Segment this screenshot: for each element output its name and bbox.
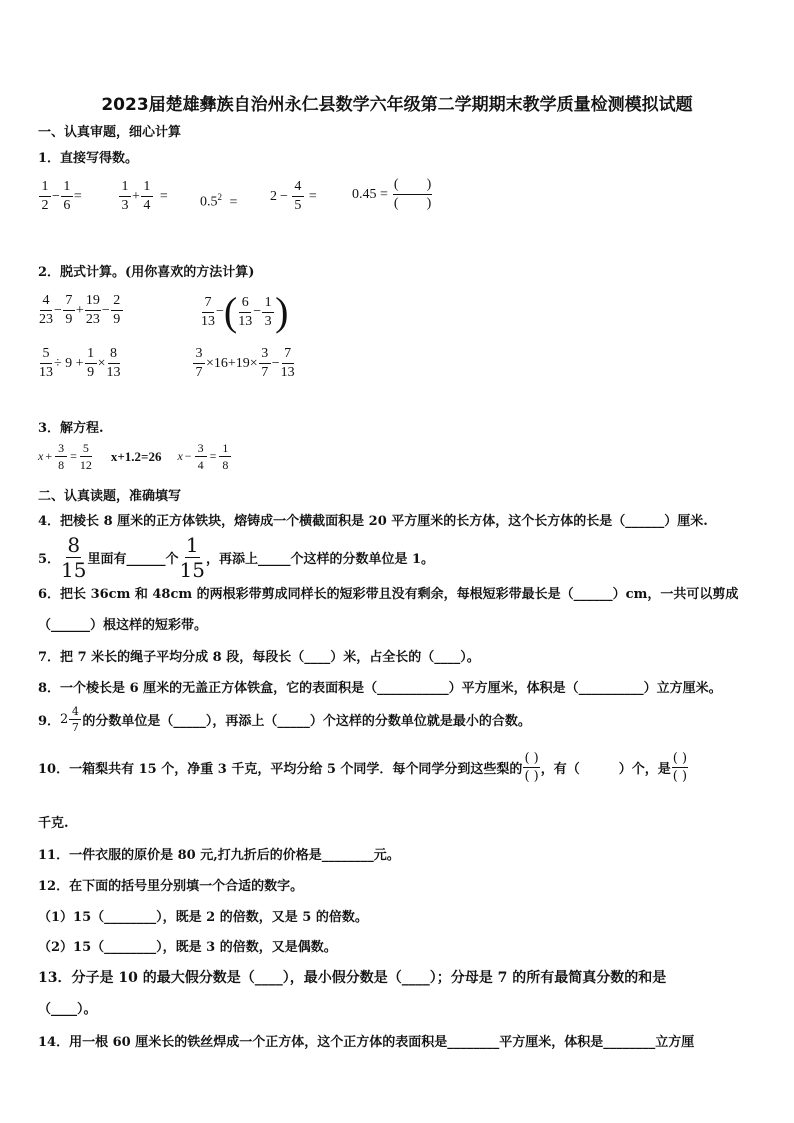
q1b-op: + [132, 188, 140, 204]
q3e1-den1: 8 [58, 458, 65, 472]
q2b-right-paren: ) [275, 289, 289, 334]
question-8: 8．一个棱长是 6 厘米的无盖正方体铁盒，它的表面积是（___________）平方厘米，体积是（__________）立方厘米。 [38, 681, 722, 696]
q3e1-op: + [45, 449, 53, 463]
q1b-den1: 3 [121, 198, 129, 213]
q5-text-2: ，再添上_____个这样的分数单位是 1。 [205, 552, 435, 567]
q2b-op1: − [216, 304, 224, 319]
q1b-den2: 4 [143, 198, 151, 213]
q1e-den-blank[interactable]: ( ) [393, 196, 432, 211]
question-1-label: 1．直接写得数。 [38, 151, 139, 166]
q1b-num2: 1 [141, 180, 153, 197]
q2b-op2: − [253, 304, 262, 319]
q2d-op1: ×16+19× [206, 355, 258, 371]
q5-unit-den: 15 [179, 558, 205, 582]
question-13-line-1: 13．分子是 10 的最大假分数是（____），最小假分数是（____）；分母是 7 的所有最简真分数的和是 [38, 970, 667, 986]
q1e-num-blank[interactable]: ( ) [393, 178, 432, 195]
q2d-f2-num: 3 [259, 347, 271, 364]
question-12-part-2: （2）15（________），既是 3 的倍数，又是偶数。 [38, 940, 337, 955]
q9-mixed-den: 7 [71, 721, 79, 734]
q10-frac-blank-num[interactable]: ( ) [524, 751, 539, 766]
q1d-num: 4 [292, 180, 304, 197]
q3e1-num2: 5 [80, 442, 92, 457]
q3e1-x: x [38, 449, 44, 463]
q3e3-op: − [184, 449, 192, 463]
q2d-f3-den: 13 [280, 365, 295, 380]
q2a-op2: + [75, 302, 84, 318]
question-6-line-1: 6．把长 36cm 和 48cm 的两根彩带剪成同样长的短彩带且没有剩余，每根短彩带最长是（______）cm，一共可以剪成 [38, 587, 739, 602]
q2c-f1-den: 13 [39, 365, 53, 380]
q1a-eq: = [73, 188, 82, 204]
question-14: 14．用一根 60 厘米长的铁丝焊成一个正方体，这个正方体的表面积是________平方厘米，体积是________立方厘 [38, 1035, 695, 1050]
section-heading-2: 二、认真读题，准确填写 [38, 489, 182, 504]
q3e3-den2: 8 [222, 458, 229, 472]
q3e3-den1: 4 [197, 458, 204, 472]
q1-item-b [118, 180, 168, 213]
q5-frac-num: 8 [67, 533, 81, 557]
q5-unit-num: 1 [185, 533, 199, 557]
q9-number: 9． [38, 714, 61, 729]
page-title: 2023届楚雄彝族自治州永仁县数学六年级第二学期期末教学质量检测模拟试题 [101, 95, 693, 115]
q1-item-c [200, 192, 237, 211]
question-6-line-2: （______）根这样的短彩带。 [38, 618, 208, 633]
q2d-f2-den: 7 [261, 365, 269, 380]
question-10-tail: 千克. [38, 816, 69, 831]
question-12-part-1: （1）15（________），既是 2 的倍数，又是 5 的倍数。 [38, 910, 368, 925]
q2d-f1-num: 3 [193, 347, 205, 364]
q2b-left-paren: ( [223, 289, 238, 334]
q2c-f3-den: 13 [106, 365, 121, 380]
question-2-label: 2．脱式计算。(用你喜欢的方法计算) [38, 265, 255, 280]
q2d-op2: − [271, 355, 280, 371]
q3e3-eq: = [209, 449, 217, 463]
q5-number: 5． [38, 552, 61, 567]
q2a-f3-den: 23 [85, 312, 100, 327]
q1c-base: 0.5 [200, 194, 218, 210]
section-heading-1: 一、认真审题，细心计算 [38, 125, 182, 140]
q1-item-d [270, 180, 317, 213]
q2a-f4-num: 2 [111, 294, 123, 311]
q3e1-den2: 12 [79, 458, 92, 472]
q1d-eq: = [308, 188, 317, 204]
q1d-whole: 2 [270, 188, 277, 204]
q10-frac2-blank-den[interactable]: ( ) [672, 769, 688, 784]
q2b-f2-num: 6 [239, 296, 251, 313]
q2-item-c [38, 347, 122, 380]
q1a-den1: 2 [41, 198, 49, 213]
q1c-exp: 2 [217, 192, 222, 202]
q1b-num1: 1 [119, 180, 131, 197]
q1a-op: − [52, 188, 60, 204]
q5-frac-den: 15 [61, 558, 87, 582]
q1a-num2: 1 [61, 180, 73, 197]
q2b-f1-den: 13 [201, 313, 215, 329]
q1-item-a [38, 180, 82, 213]
question-9 [38, 706, 531, 733]
q3e1-eq: = [70, 449, 77, 463]
q1c-eq: = [229, 194, 238, 210]
q3e3-num2: 1 [219, 442, 231, 457]
q3-equations [38, 442, 232, 471]
q1b-eq: = [159, 188, 168, 204]
q2a-f4-den: 9 [113, 312, 121, 327]
q2a-f3-num: 19 [85, 294, 101, 311]
question-10 [38, 752, 689, 783]
q2a-op3: − [101, 302, 110, 318]
q2a-op1: − [54, 302, 62, 318]
question-3-label: 3．解方程. [38, 421, 104, 436]
q1-item-e [352, 178, 433, 211]
q2b-f3-den: 3 [264, 313, 272, 329]
q10-text-1: 10．一箱梨共有 15 个，净重 3 千克，平均分给 5 个同学．每个同学分到这些梨的 [38, 762, 523, 777]
q10-text-2: ，有（ ）个，是 [540, 762, 671, 777]
q2b-f2-den: 13 [238, 313, 253, 329]
question-7: 7．把 7 米长的绳子平均分成 8 段，每段长（____）米，占全长的（____）。 [38, 650, 480, 665]
q1a-num1: 1 [39, 180, 51, 197]
q9-text: 的分数单位是（_____），再添上（_____）个这样的分数单位就是最小的合数。 [82, 714, 531, 729]
q1e-lhs: 0.45 = [352, 186, 388, 202]
q2c-f2-num: 1 [85, 347, 97, 364]
q2b-f3-num: 1 [262, 296, 274, 313]
q2c-op1: ÷ 9 + [54, 355, 84, 371]
q1d-op: − [280, 188, 288, 204]
q2a-f2-num: 7 [63, 294, 75, 311]
q2d-f3-num: 7 [282, 347, 294, 364]
q3e1-num1: 3 [55, 442, 67, 457]
q2d-f1-den: 7 [195, 365, 203, 380]
q2c-f3-num: 8 [108, 347, 120, 364]
q2b-f1-num: 7 [202, 296, 214, 313]
q10-frac-blank-den[interactable]: ( ) [524, 769, 539, 784]
q2c-f1-num: 5 [40, 347, 52, 364]
question-4: 4．把棱长 8 厘米的正方体铁块，熔铸成一个横截面积是 20 平方厘米的长方体，这个长方体的长是（______）厘米. [38, 514, 708, 529]
q10-frac2-blank-num[interactable]: ( ) [672, 751, 688, 766]
q9-mixed-whole: 2 [60, 712, 69, 727]
q2c-op2: × [97, 355, 106, 371]
q3e3-num1: 3 [195, 442, 207, 457]
q1d-den: 5 [294, 198, 302, 213]
q2-item-b [200, 289, 289, 334]
q2c-f2-den: 9 [87, 365, 95, 380]
q5-text-1: 里面有______个 [87, 552, 179, 567]
question-5 [38, 535, 434, 580]
q9-mixed-num: 4 [69, 706, 81, 720]
question-11: 11．一件衣服的原价是 80 元,打九折后的价格是________元。 [38, 848, 400, 863]
q2a-f1-num: 4 [40, 294, 52, 311]
q3e3-x: x [177, 449, 183, 463]
q2a-f1-den: 23 [39, 312, 53, 327]
q3-equation-2: x+1.2=26 [110, 448, 162, 464]
q2-item-d [192, 347, 296, 380]
q1a-den2: 6 [63, 198, 71, 213]
q2a-f2-den: 9 [65, 312, 73, 327]
question-13-line-2: （____）。 [38, 1002, 97, 1017]
q2-item-a [38, 294, 124, 327]
question-12-label: 12．在下面的括号里分别填一个合适的数字。 [38, 879, 304, 894]
